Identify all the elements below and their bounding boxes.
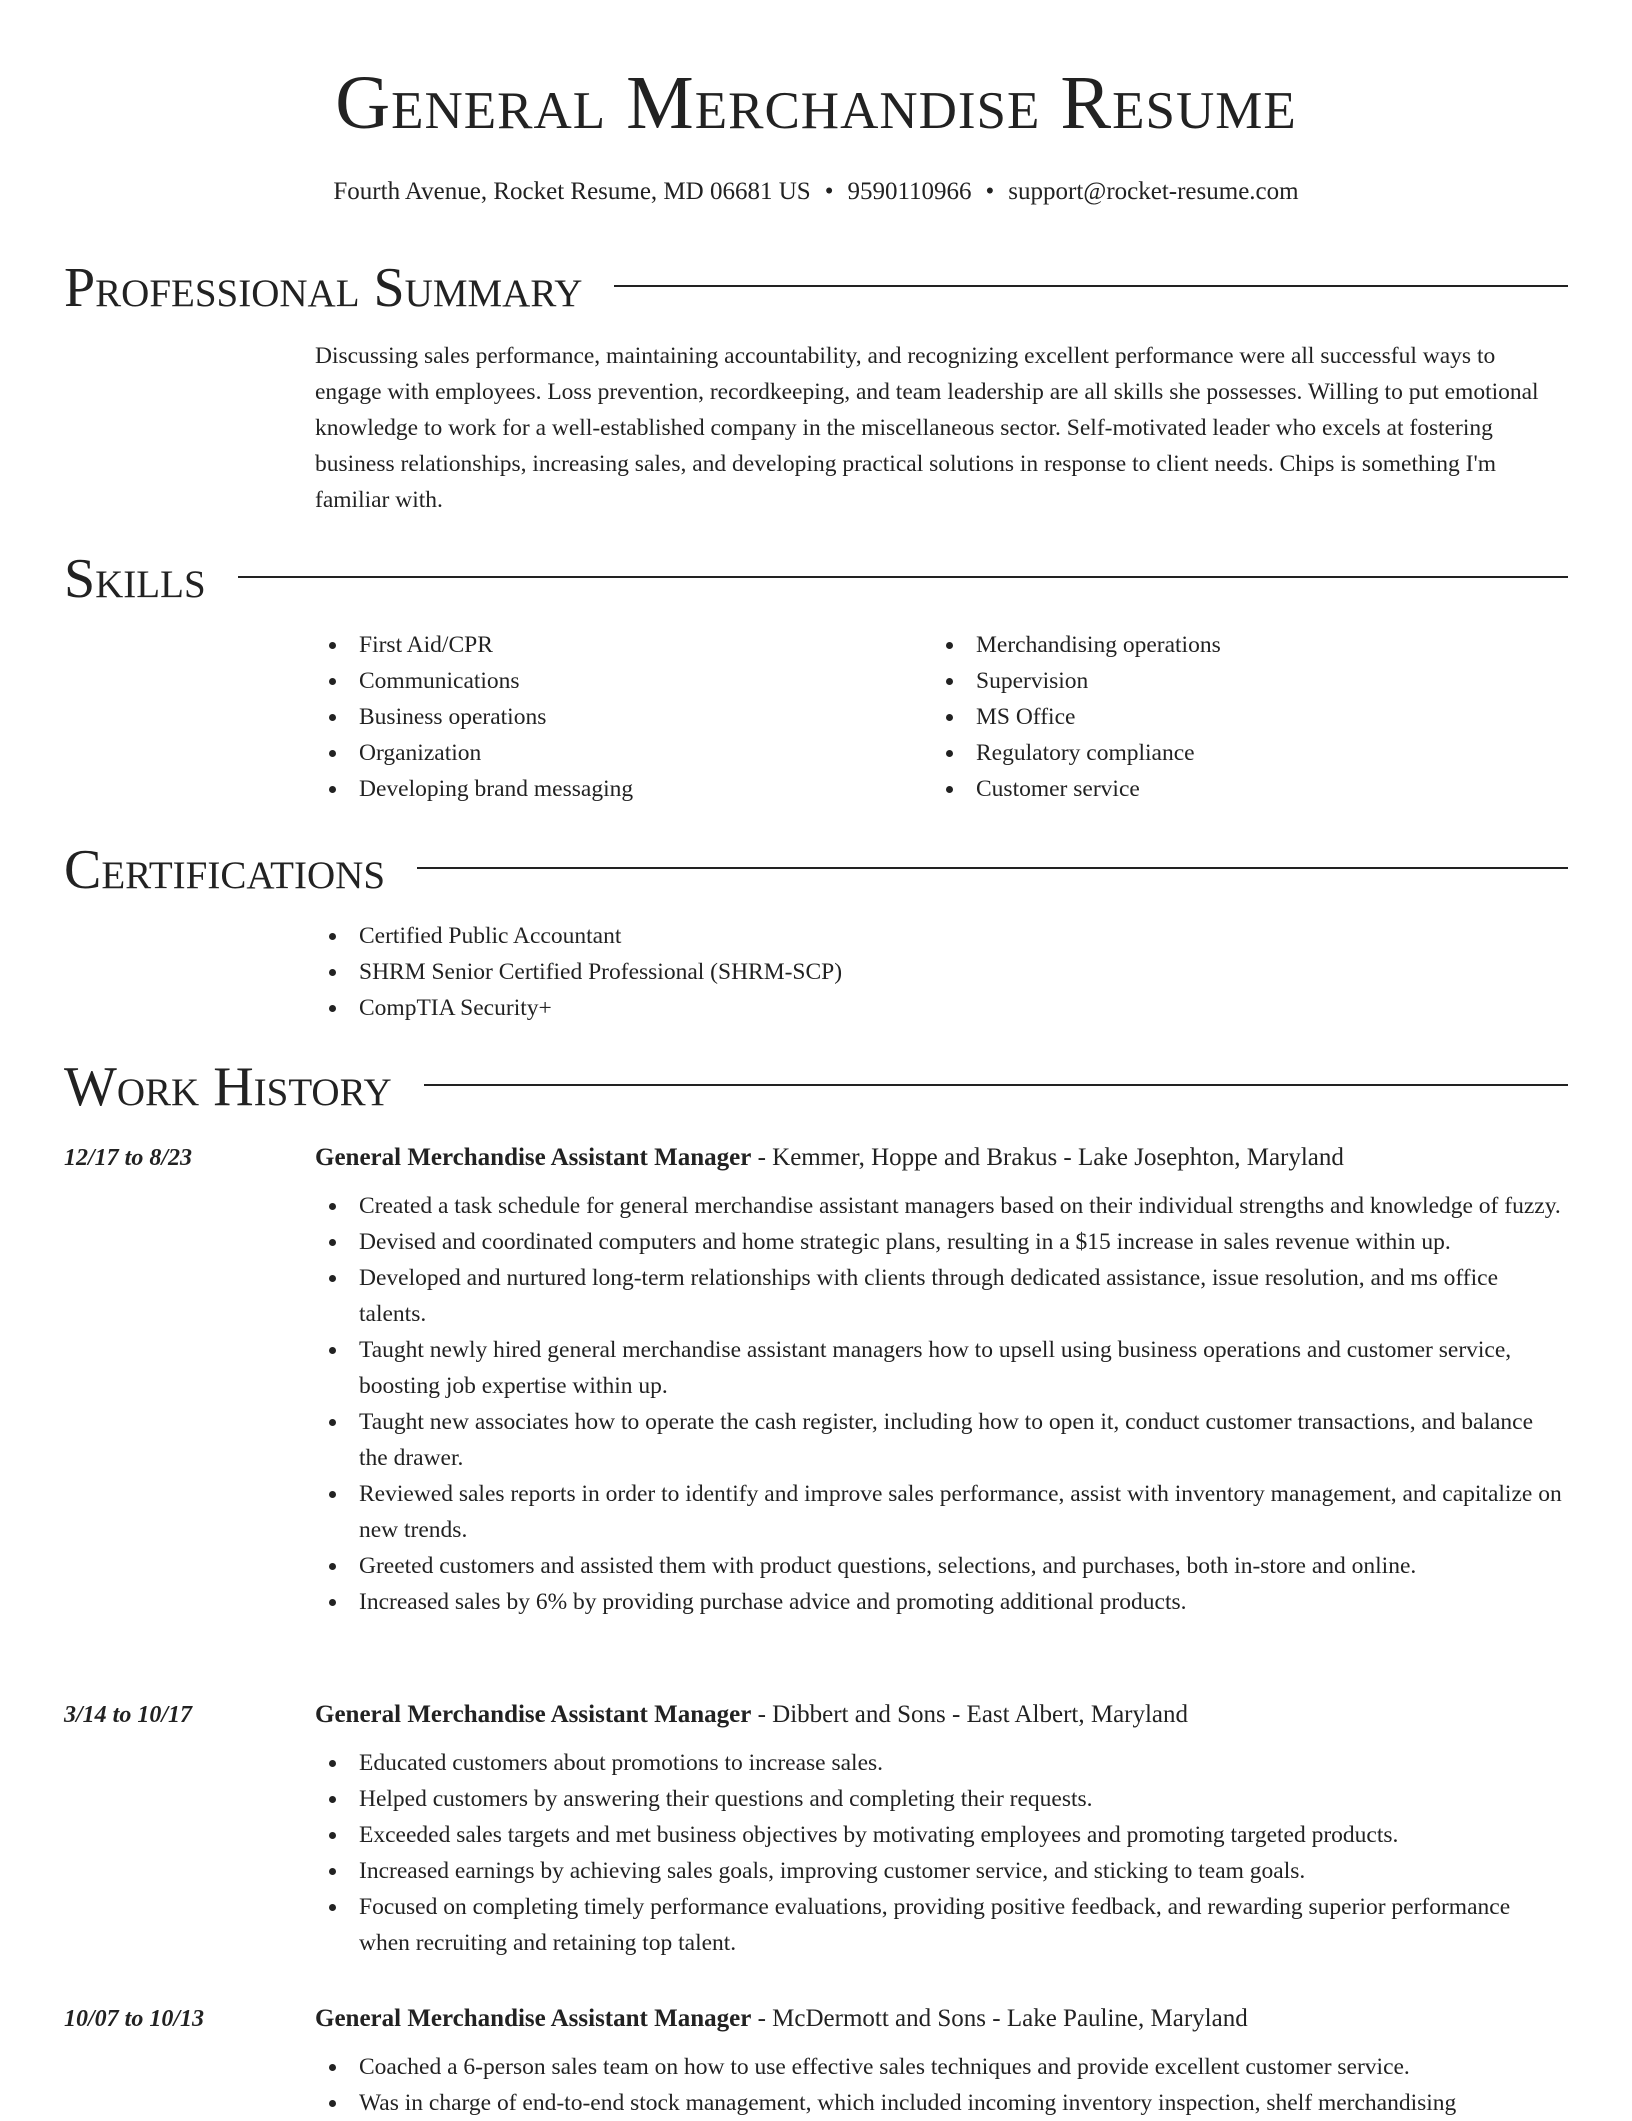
contact-email: support@rocket-resume.com (1008, 178, 1299, 205)
skill-item: Merchandising operations (932, 627, 1532, 663)
job-dates: 10/07 to 10/13 (64, 2006, 205, 2032)
job-bullet: Was in charge of end-to-end stock management, which included incoming inventory inspection, shelf merchandising (315, 2085, 1565, 2121)
section-divider (238, 576, 1568, 578)
job-bullet: Focused on completing timely performance evaluations, providing positive feedback, and rewarding superior performance when recruiting and retaining top talent. (315, 1889, 1565, 1961)
certification-item: SHRM Senior Certified Professional (SHRM-SCP) (315, 954, 1565, 990)
section-divider (614, 285, 1568, 287)
job-bullet: Devised and coordinated computers and home strategic plans, resulting in a $15 increase in sales revenue within up. (315, 1224, 1565, 1260)
resume-name: General Merchandise Resume (335, 61, 1297, 145)
work-history-heading-row (64, 1052, 1568, 1122)
contact-separator: • (985, 178, 995, 205)
skill-item: Customer service (932, 771, 1532, 807)
certifications-list (315, 918, 1565, 1026)
job-bullet: Taught newly hired general merchandise assistant managers how to upsell using business operations and customer service, boosting job expertise within up. (315, 1332, 1565, 1404)
certifications-heading-row (64, 835, 1568, 905)
job-title-line (315, 1695, 1565, 1735)
job-bullet: Increased sales by 6% by providing purchase advice and promoting additional products. (315, 1584, 1565, 1620)
contact-phone: 9590110966 (847, 178, 972, 205)
work-history-heading: Work History (64, 1056, 392, 1118)
job-title: General Merchandise Assistant Manager (315, 1144, 752, 1171)
job-bullet: Coached a 6-person sales team on how to use effective sales techniques and provide excellent customer service. (315, 2049, 1565, 2085)
skill-item: MS Office (932, 699, 1532, 735)
job-employer: - Kemmer, Hoppe and Brakus - Lake Josephton, Maryland (751, 1144, 1344, 1171)
job-dates: 3/14 to 10/17 (64, 1702, 193, 1728)
job-bullets (315, 2049, 1565, 2121)
skill-item: Communications (315, 663, 915, 699)
job-bullet: Increased earnings by achieving sales goals, improving customer service, and sticking to team goals. (315, 1853, 1565, 1889)
job-bullets (315, 1188, 1565, 1620)
job-bullet: Taught new associates how to operate the cash register, including how to open it, conduct customer transactions, and balance the drawer. (315, 1404, 1565, 1476)
contact-address: Fourth Avenue, Rocket Resume, MD 06681 US (333, 178, 811, 205)
job-dates: 12/17 to 8/23 (64, 1145, 193, 1171)
job-title-line (315, 1999, 1565, 2039)
skill-item: First Aid/CPR (315, 627, 915, 663)
skill-item: Regulatory compliance (932, 735, 1532, 771)
skill-item: Organization (315, 735, 915, 771)
summary-text: Discussing sales performance, maintaining accountability, and recognizing excellent performance were all successful ways to engage with employees. Loss prevention, recordkeeping, and team leadership are all skills she possesses. Willing to put emotional knowledge to work for a well-established company in the miscellaneous sector. Self-motivated leader who excels at fostering business relationships, increasing sales, and developing practical solutions in response to client needs. Chips is something I'm familiar with. (315, 343, 1539, 513)
summary-heading: Professional Summary (64, 257, 583, 319)
contact-line (0, 172, 1632, 212)
job-title-line (315, 1138, 1565, 1178)
skills-heading: Skills (64, 548, 206, 610)
job-title: General Merchandise Assistant Manager (315, 2005, 752, 2032)
certifications-heading: Certifications (64, 839, 386, 901)
certification-item: CompTIA Security+ (315, 990, 1565, 1026)
skill-item: Supervision (932, 663, 1532, 699)
job-employer: - Dibbert and Sons - East Albert, Maryland (751, 1701, 1189, 1728)
certification-item: Certified Public Accountant (315, 918, 1565, 954)
job-bullet: Helped customers by answering their questions and completing their requests. (315, 1781, 1565, 1817)
job-bullet: Created a task schedule for general merchandise assistant managers based on their individual strengths and knowledge of fuzzy. (315, 1188, 1565, 1224)
job-bullet: Educated customers about promotions to increase sales. (315, 1745, 1565, 1781)
section-divider (424, 1084, 1568, 1086)
job-bullet: Developed and nurtured long-term relationships with clients through dedicated assistance, issue resolution, and ms office talents. (315, 1260, 1565, 1332)
skills-list-right (932, 627, 1532, 807)
skill-item: Business operations (315, 699, 915, 735)
skill-item: Developing brand messaging (315, 771, 915, 807)
section-divider (417, 867, 1568, 869)
skills-heading-row (64, 544, 1568, 614)
job-bullet: Reviewed sales reports in order to identify and improve sales performance, assist with inventory management, and capitalize on new trends. (315, 1476, 1565, 1548)
contact-separator: • (824, 178, 834, 205)
summary-heading-row (64, 253, 1568, 323)
job-employer: - McDermott and Sons - Lake Pauline, Maryland (751, 2005, 1248, 2032)
job-bullets (315, 1745, 1565, 1961)
job-title: General Merchandise Assistant Manager (315, 1701, 752, 1728)
job-bullet: Exceeded sales targets and met business objectives by motivating employees and promoting targeted products. (315, 1817, 1565, 1853)
skills-list-left (315, 627, 915, 807)
job-bullet: Greeted customers and assisted them with product questions, selections, and purchases, both in-store and online. (315, 1548, 1565, 1584)
